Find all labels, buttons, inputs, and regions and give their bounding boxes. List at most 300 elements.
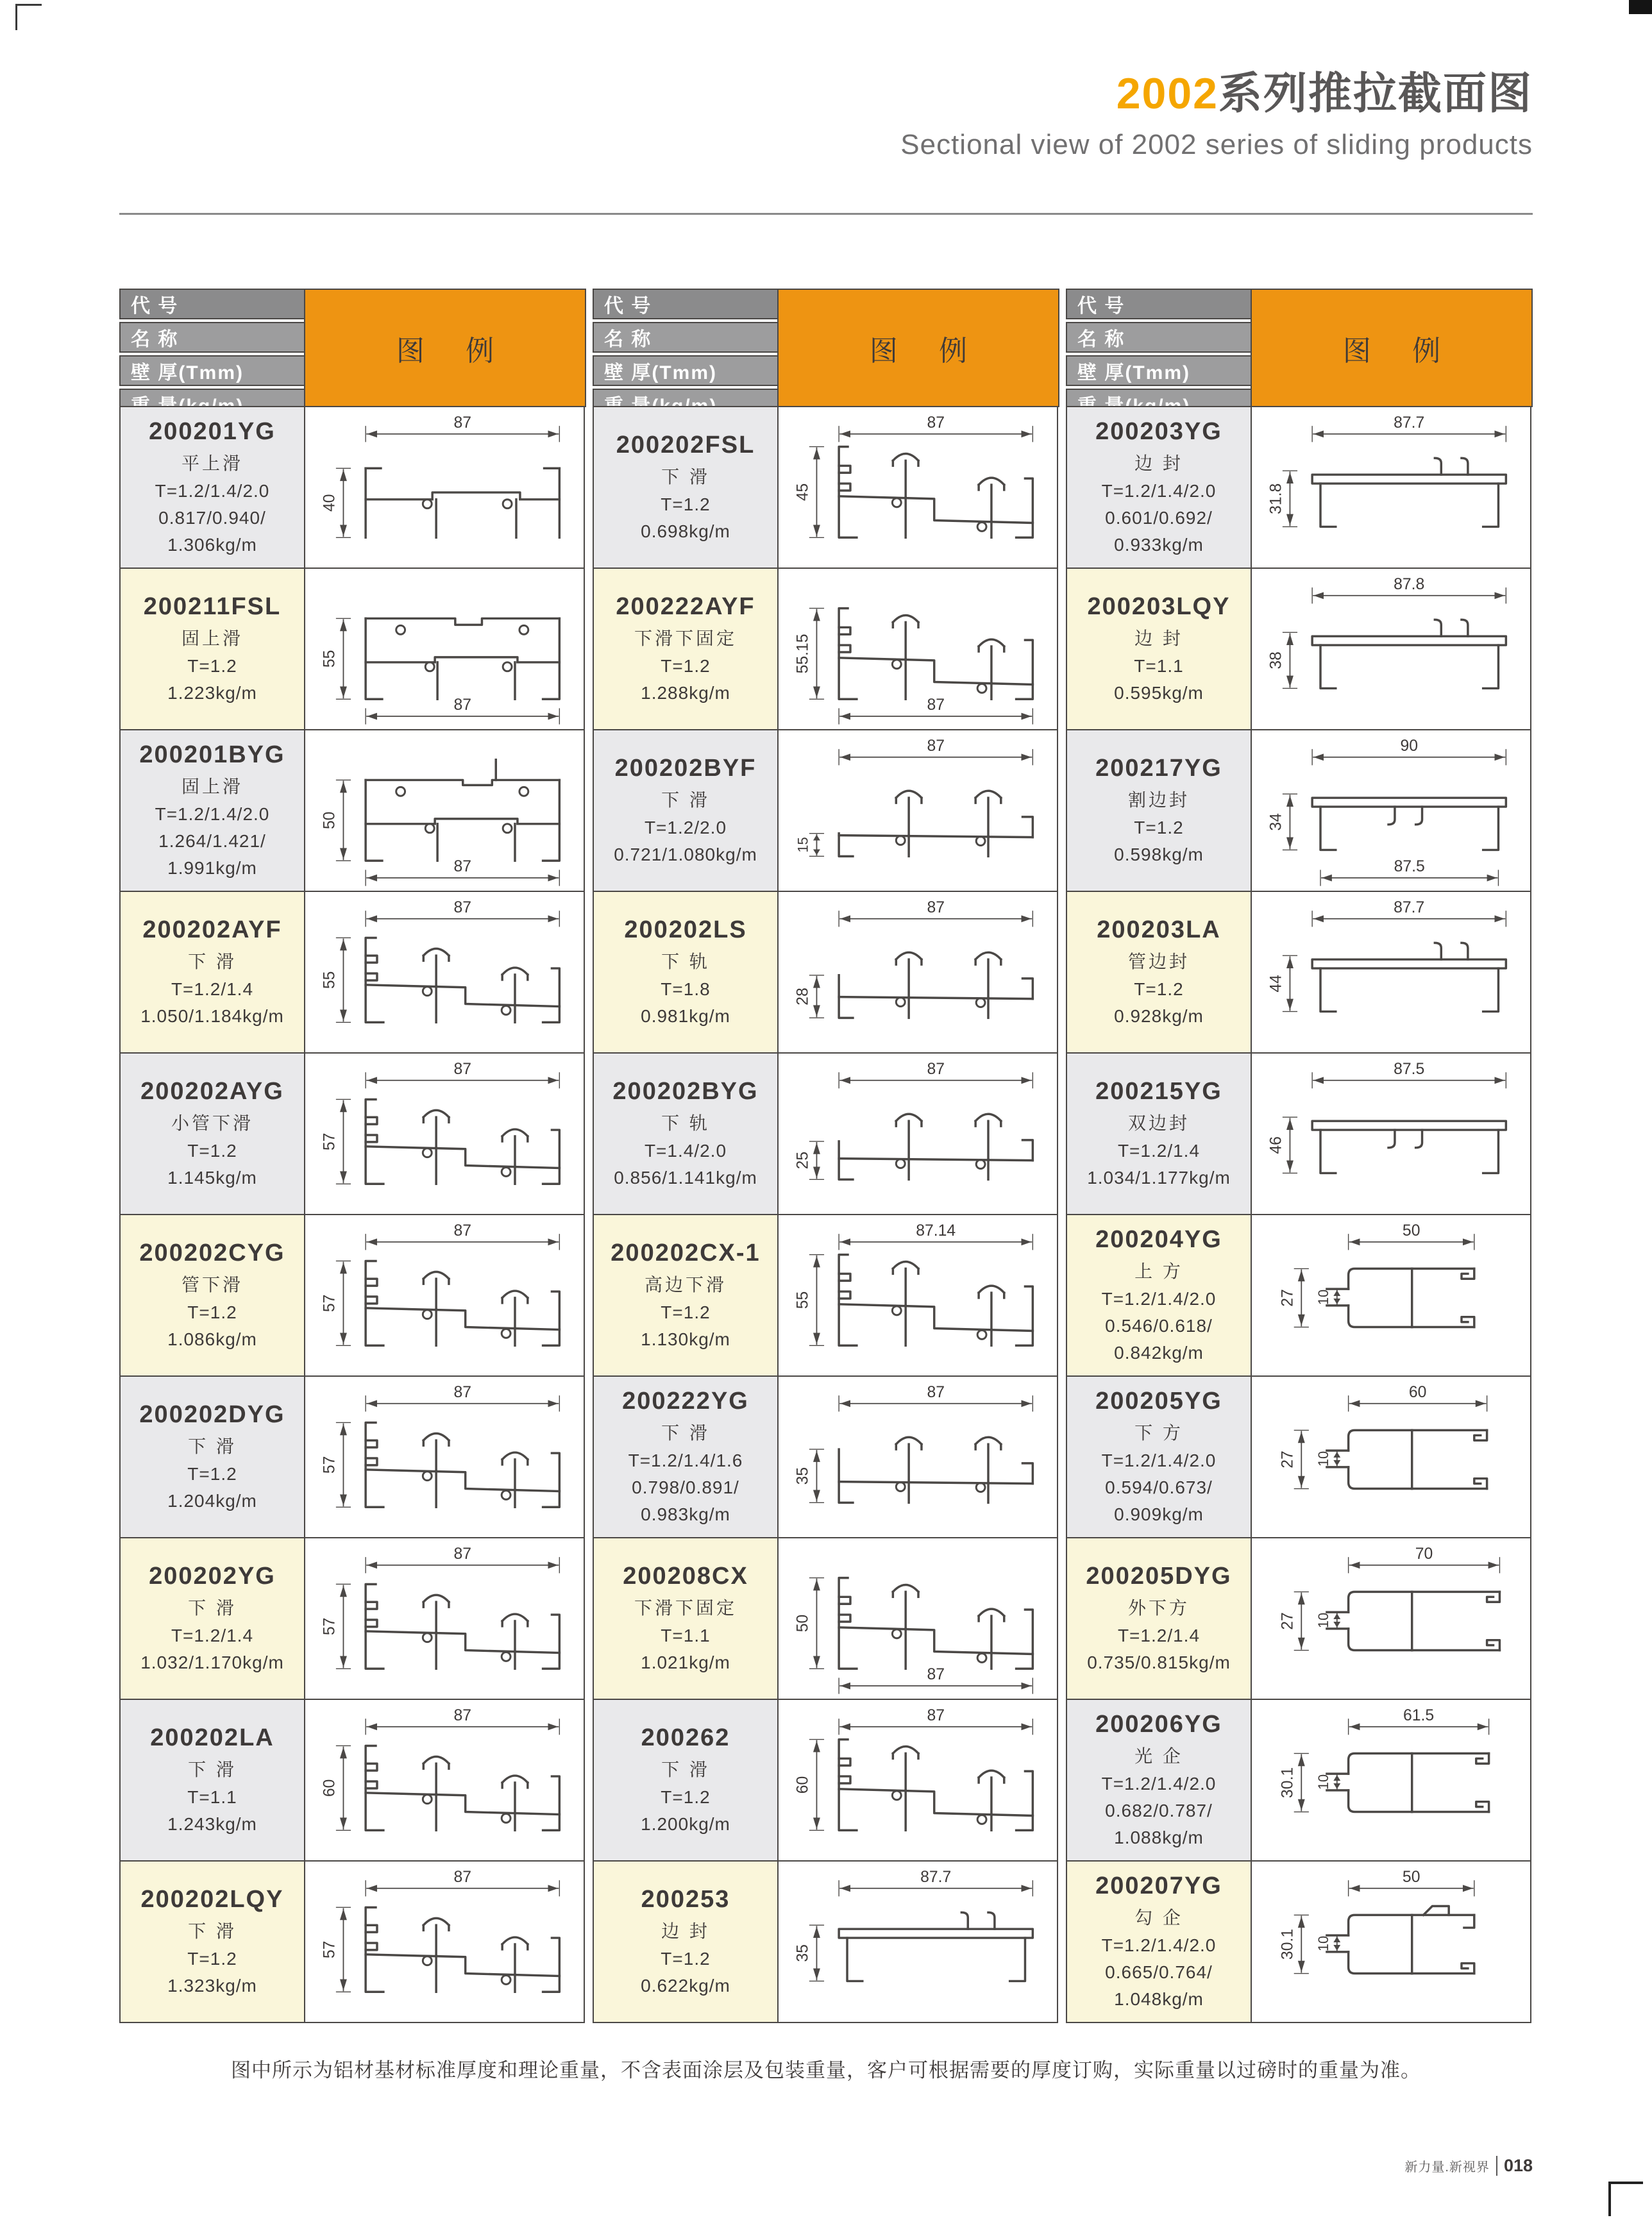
diagram-cell — [777, 1214, 1058, 1377]
title-divider — [119, 213, 1533, 215]
title-series-number: 2002 — [1116, 69, 1218, 118]
diagram-cell — [777, 406, 1058, 569]
diagram-cell — [1251, 1052, 1531, 1215]
svg-text:10: 10 — [1315, 1289, 1331, 1306]
weight-value: 0.983kg/m — [641, 1504, 730, 1524]
weight-value: 1.088kg/m — [1114, 1827, 1204, 1847]
profile-section-drawing — [779, 1700, 1057, 1860]
column-header — [119, 289, 586, 407]
profile-name: 光 企 — [1134, 1745, 1183, 1766]
wall-thickness: T=1.2 — [187, 1948, 237, 1969]
weight-value: 0.928kg/m — [1114, 1005, 1204, 1026]
header-label-bars — [593, 289, 779, 407]
weight-value: 0.909kg/m — [1114, 1504, 1204, 1524]
table-row — [593, 568, 1059, 730]
profile-section-drawing — [1252, 1215, 1530, 1375]
svg-text:45: 45 — [794, 483, 812, 501]
profile-section-drawing — [1252, 1377, 1530, 1537]
profile-name: 边 封 — [1134, 628, 1183, 648]
diagram-cell — [304, 729, 585, 892]
table-column-group-1 — [119, 289, 586, 2023]
profile-code: 200204YG — [1095, 1225, 1222, 1253]
diagram-cell — [1251, 891, 1531, 1054]
svg-text:57: 57 — [321, 1294, 339, 1313]
profile-section-drawing — [305, 730, 584, 891]
svg-text:10: 10 — [1315, 1935, 1331, 1952]
profile-name: 下 滑 — [661, 789, 710, 810]
svg-text:10: 10 — [1315, 1451, 1331, 1467]
profile-info-cell — [119, 1537, 305, 1700]
profile-info-cell — [1066, 568, 1252, 730]
profile-code: 200217YG — [1095, 754, 1222, 782]
svg-text:87: 87 — [453, 1545, 472, 1563]
svg-text:27: 27 — [1279, 1289, 1297, 1307]
weight-value: 1.050/1.184kg/m — [140, 1005, 284, 1026]
svg-text:87: 87 — [927, 898, 945, 916]
crop-mark-top-left-icon — [15, 4, 42, 30]
wall-thickness: T=1.2/1.4/2.0 — [155, 803, 270, 824]
header-label: 代 号 — [593, 289, 779, 319]
profile-section-drawing — [1252, 1700, 1530, 1860]
svg-text:87.7: 87.7 — [920, 1868, 952, 1886]
profile-code: 200222AYF — [616, 593, 755, 620]
profile-section-drawing — [779, 1215, 1057, 1375]
svg-text:10: 10 — [1315, 1612, 1331, 1629]
wall-thickness: T=1.2 — [661, 1948, 711, 1969]
svg-text:70: 70 — [1415, 1545, 1433, 1563]
diagram-cell — [777, 1375, 1058, 1538]
diagram-cell — [1251, 568, 1531, 730]
wall-thickness: T=1.2 — [661, 655, 711, 676]
profile-section-drawing — [779, 1377, 1057, 1537]
svg-text:87: 87 — [927, 696, 945, 714]
profile-info-cell — [593, 1052, 779, 1215]
diagram-cell — [777, 1860, 1058, 2023]
diagram-cell — [304, 1052, 585, 1215]
svg-text:87: 87 — [927, 1706, 945, 1724]
diagram-cell — [1251, 1375, 1531, 1538]
profile-code: 200262 — [641, 1724, 730, 1751]
weight-value: 0.721/1.080kg/m — [614, 844, 757, 864]
profile-name: 平上滑 — [181, 453, 243, 473]
profile-name: 边 封 — [661, 1921, 710, 1941]
profile-info-cell — [593, 406, 779, 569]
header-label: 壁 厚(Tmm) — [119, 355, 305, 386]
svg-text:35: 35 — [794, 1944, 812, 1962]
svg-text:87: 87 — [927, 737, 945, 755]
svg-text:87.14: 87.14 — [916, 1222, 956, 1240]
table-row — [593, 1860, 1059, 2023]
wall-thickness: T=1.2 — [661, 1787, 711, 1807]
title-zh-text: 系列推拉截面图 — [1218, 69, 1533, 118]
profile-info-cell — [1066, 406, 1252, 569]
weight-value: 1.032/1.170kg/m — [140, 1652, 284, 1672]
legend-header: 图 例 — [1251, 289, 1533, 407]
profile-name: 下 轨 — [661, 951, 710, 971]
svg-text:87: 87 — [453, 1383, 472, 1401]
wall-thickness: T=1.2/1.4/2.0 — [1101, 1773, 1217, 1794]
profile-name: 割边封 — [1127, 789, 1190, 810]
weight-value: 0.856/1.141kg/m — [614, 1167, 757, 1188]
legend-header: 图 例 — [304, 289, 586, 407]
page-subtitle: Sectional view of 2002 series of sliding products — [900, 129, 1533, 160]
profile-name: 高边下滑 — [644, 1274, 727, 1295]
table-row — [593, 891, 1059, 1054]
profile-code: 200202DYG — [139, 1400, 285, 1428]
svg-text:60: 60 — [794, 1776, 812, 1794]
svg-text:87.5: 87.5 — [1394, 1060, 1425, 1078]
footer-brand: 新力量.新视界 — [1404, 2160, 1490, 2174]
header-label: 代 号 — [119, 289, 305, 319]
profile-name: 下 滑 — [188, 1436, 237, 1456]
profile-info-cell — [1066, 891, 1252, 1054]
profile-section-drawing — [779, 569, 1057, 729]
profile-info-cell — [1066, 1375, 1252, 1538]
table-row — [119, 729, 586, 892]
weight-value: 0.817/0.940/ — [158, 507, 266, 528]
profile-name: 下 轨 — [661, 1113, 710, 1133]
weight-value: 0.842kg/m — [1114, 1342, 1204, 1363]
profile-section-drawing — [779, 1538, 1057, 1699]
table-row — [1066, 406, 1533, 569]
diagram-cell — [304, 1375, 585, 1538]
svg-text:25: 25 — [794, 1151, 812, 1170]
diagram-cell — [304, 568, 585, 730]
profile-section-drawing — [1252, 1054, 1530, 1214]
table-row — [1066, 1699, 1533, 1862]
profile-info-cell — [119, 1860, 305, 2023]
profile-section-drawing — [779, 1054, 1057, 1214]
profile-code: 200253 — [641, 1885, 730, 1913]
profile-info-cell — [119, 568, 305, 730]
svg-text:87: 87 — [453, 1706, 472, 1724]
diagram-cell — [1251, 1860, 1531, 2023]
profile-name: 外下方 — [1127, 1597, 1190, 1618]
profile-code: 200215YG — [1095, 1077, 1222, 1105]
profile-section-drawing — [1252, 1538, 1530, 1699]
diagram-cell — [304, 1860, 585, 2023]
profile-name: 下 滑 — [661, 466, 710, 487]
table-row — [119, 1699, 586, 1862]
svg-text:34: 34 — [1267, 813, 1285, 831]
diagram-cell — [1251, 729, 1531, 892]
diagram-cell — [304, 1537, 585, 1700]
profile-code: 200202CYG — [139, 1239, 285, 1266]
profile-info-cell — [119, 891, 305, 1054]
profile-code: 200211FSL — [143, 593, 282, 620]
diagram-cell — [304, 406, 585, 569]
profile-info-cell — [1066, 1214, 1252, 1377]
profile-code: 200202BYG — [612, 1077, 759, 1105]
column-header — [1066, 289, 1533, 407]
header-label: 名 称 — [1066, 322, 1252, 353]
profile-code: 200202LS — [624, 916, 747, 943]
profile-info-cell — [119, 1375, 305, 1538]
profile-info-cell — [119, 1214, 305, 1377]
table-row — [593, 1375, 1059, 1538]
profile-name: 下 滑 — [188, 1597, 237, 1618]
table-row — [593, 729, 1059, 892]
diagram-cell — [777, 891, 1058, 1054]
profile-name: 下 方 — [1134, 1422, 1183, 1443]
table-row — [1066, 1052, 1533, 1215]
table-row — [1066, 729, 1533, 892]
weight-value: 1.130kg/m — [641, 1329, 730, 1349]
svg-text:50: 50 — [1402, 1222, 1420, 1240]
profile-code: 200201BYG — [139, 741, 285, 768]
wall-thickness: T=1.2/1.4 — [171, 979, 254, 999]
profile-section-drawing — [305, 1538, 584, 1699]
profile-name: 管下滑 — [181, 1274, 243, 1295]
wall-thickness: T=1.2/1.4 — [171, 1625, 254, 1645]
wall-thickness: T=1.2 — [187, 1302, 237, 1322]
wall-thickness: T=1.4/2.0 — [644, 1140, 727, 1161]
weight-value: 1.200kg/m — [641, 1813, 730, 1834]
weight-value: 1.306kg/m — [167, 534, 257, 555]
profile-code: 200202FSL — [616, 431, 755, 458]
profile-info-cell — [119, 406, 305, 569]
profile-info-cell — [1066, 1699, 1252, 1862]
profile-code: 200202CX-1 — [611, 1239, 761, 1266]
weight-value: 1.086kg/m — [167, 1329, 257, 1349]
svg-text:27: 27 — [1279, 1612, 1297, 1630]
svg-text:87: 87 — [927, 414, 945, 432]
wall-thickness: T=1.2/1.4/2.0 — [1101, 1288, 1217, 1309]
svg-text:55: 55 — [794, 1291, 812, 1309]
profile-section-drawing — [305, 1700, 584, 1860]
profile-code: 200202LQY — [140, 1885, 284, 1913]
profile-info-cell — [593, 1214, 779, 1377]
profile-section-drawing — [1252, 892, 1530, 1052]
svg-text:87: 87 — [453, 1222, 472, 1240]
diagram-cell — [1251, 406, 1531, 569]
header-label: 名 称 — [593, 322, 779, 353]
header-label: 代 号 — [1066, 289, 1252, 319]
profile-code: 200205DYG — [1086, 1562, 1232, 1590]
profile-name: 下 滑 — [661, 1422, 710, 1443]
diagram-cell — [777, 568, 1058, 730]
header-label-bars — [119, 289, 305, 407]
weight-value: 1.288kg/m — [641, 682, 730, 703]
profile-code: 200208CX — [623, 1562, 748, 1590]
weight-value: 0.798/0.891/ — [632, 1477, 739, 1497]
profile-section-drawing — [1252, 1862, 1530, 2022]
weight-value: 1.991kg/m — [167, 857, 257, 878]
table-row — [1066, 891, 1533, 1054]
wall-thickness: T=1.1 — [187, 1787, 237, 1807]
profile-name: 下 滑 — [188, 951, 237, 971]
profile-name: 勾 企 — [1134, 1907, 1183, 1928]
profile-section-drawing — [305, 407, 584, 568]
diagram-cell — [777, 729, 1058, 892]
svg-text:50: 50 — [1402, 1868, 1420, 1886]
profile-code: 200202AYF — [142, 916, 282, 943]
table-row — [593, 1537, 1059, 1700]
profile-code: 200203YG — [1095, 417, 1222, 445]
svg-text:57: 57 — [321, 1456, 339, 1474]
svg-text:61.5: 61.5 — [1403, 1706, 1435, 1724]
svg-text:87.7: 87.7 — [1394, 414, 1425, 432]
table-row — [119, 891, 586, 1054]
profile-code: 200207YG — [1095, 1872, 1222, 1899]
table-row — [1066, 1860, 1533, 2023]
profile-info-cell — [593, 568, 779, 730]
profile-section-drawing — [305, 892, 584, 1052]
profile-code: 200206YG — [1095, 1710, 1222, 1738]
profile-name: 下滑下固定 — [634, 1597, 737, 1618]
header-label: 壁 厚(Tmm) — [1066, 355, 1252, 386]
svg-text:50: 50 — [321, 811, 339, 830]
weight-value: 0.981kg/m — [641, 1005, 730, 1026]
page-footer-mark — [1404, 2156, 1533, 2176]
column-header — [593, 289, 1059, 407]
profile-section-drawing — [305, 1215, 584, 1375]
wall-thickness: T=1.2 — [1134, 817, 1184, 837]
profile-code: 200202YG — [149, 1562, 276, 1590]
weight-value: 1.243kg/m — [167, 1813, 257, 1834]
crop-mark-top-right-icon — [1629, 0, 1652, 14]
svg-text:87: 87 — [453, 1060, 472, 1078]
table-row — [593, 406, 1059, 569]
profile-section-drawing — [1252, 569, 1530, 729]
weight-value: 1.021kg/m — [641, 1652, 730, 1672]
wall-thickness: T=1.1 — [1134, 655, 1184, 676]
profile-name: 下 滑 — [661, 1759, 710, 1779]
wall-thickness: T=1.1 — [661, 1625, 711, 1645]
wall-thickness: T=1.2/1.4/1.6 — [628, 1450, 743, 1470]
profile-info-cell — [119, 729, 305, 892]
profile-code: 200202LA — [150, 1724, 274, 1751]
weight-value: 1.223kg/m — [167, 682, 257, 703]
page-title — [900, 59, 1533, 121]
profile-code: 200201YG — [149, 417, 276, 445]
weight-value: 1.264/1.421/ — [158, 830, 266, 851]
crop-mark-bottom-right-icon — [1608, 2182, 1643, 2216]
svg-text:87.8: 87.8 — [1394, 575, 1425, 593]
profile-section-drawing — [779, 892, 1057, 1052]
table-row — [119, 1537, 586, 1700]
profile-info-cell — [1066, 1537, 1252, 1700]
wall-thickness: T=1.2 — [187, 1463, 237, 1484]
svg-text:44: 44 — [1267, 975, 1285, 993]
profile-info-cell — [1066, 1052, 1252, 1215]
diagram-cell — [1251, 1214, 1531, 1377]
svg-text:35: 35 — [794, 1467, 812, 1485]
profile-info-cell — [1066, 1860, 1252, 2023]
svg-text:55.15: 55.15 — [794, 634, 812, 674]
svg-text:60: 60 — [321, 1779, 339, 1797]
diagram-cell — [1251, 1537, 1531, 1700]
svg-text:28: 28 — [794, 988, 812, 1005]
table-column-group-3 — [1066, 289, 1533, 2023]
svg-text:90: 90 — [1400, 737, 1419, 755]
diagram-cell — [1251, 1699, 1531, 1862]
wall-thickness: T=1.2 — [1134, 979, 1184, 999]
profile-info-cell — [593, 891, 779, 1054]
table-row — [1066, 1537, 1533, 1700]
profile-name: 下 滑 — [188, 1921, 237, 1941]
svg-text:27: 27 — [1279, 1451, 1297, 1468]
svg-text:87: 87 — [453, 1868, 472, 1886]
svg-text:15: 15 — [795, 837, 811, 853]
table-row — [119, 1214, 586, 1377]
wall-thickness: T=1.2 — [661, 494, 711, 514]
diagram-cell — [304, 1699, 585, 1862]
profile-code: 200203LQY — [1087, 593, 1231, 620]
wall-thickness: T=1.2/1.4/2.0 — [1101, 1450, 1217, 1470]
profile-code: 200222YG — [622, 1387, 749, 1415]
weight-value: 1.048kg/m — [1114, 1989, 1204, 2009]
wall-thickness: T=1.2 — [187, 1140, 237, 1161]
svg-text:60: 60 — [1408, 1383, 1427, 1401]
profile-name: 边 封 — [1134, 453, 1183, 473]
table-row — [593, 1214, 1059, 1377]
table-row — [119, 406, 586, 569]
svg-text:87: 87 — [453, 414, 472, 432]
weight-value: 0.622kg/m — [641, 1975, 730, 1996]
weight-value: 0.698kg/m — [641, 521, 730, 541]
profile-name: 小管下滑 — [171, 1113, 253, 1133]
wall-thickness: T=1.2/1.4/2.0 — [1101, 1935, 1217, 1955]
profile-name: 下滑下固定 — [634, 628, 737, 648]
weight-value: 0.665/0.764/ — [1105, 1962, 1213, 1982]
svg-text:87: 87 — [927, 1060, 945, 1078]
svg-text:87: 87 — [927, 1383, 945, 1401]
wall-thickness: T=1.2/1.4 — [1117, 1625, 1201, 1645]
svg-text:87: 87 — [453, 696, 472, 714]
diagram-cell — [777, 1537, 1058, 1700]
profile-name: 管边封 — [1127, 951, 1190, 971]
profile-name: 固上滑 — [181, 776, 243, 796]
profile-info-cell — [593, 729, 779, 892]
table-row — [1066, 1375, 1533, 1538]
profile-code: 200203LA — [1097, 916, 1221, 943]
svg-text:87.5: 87.5 — [1394, 858, 1425, 876]
table-row — [593, 1052, 1059, 1215]
page-number: 018 — [1496, 2156, 1533, 2176]
table-row — [119, 568, 586, 730]
svg-text:30.1: 30.1 — [1279, 1928, 1297, 1960]
svg-text:10: 10 — [1315, 1774, 1331, 1790]
profile-name: 上 方 — [1134, 1261, 1183, 1281]
profile-section-drawing — [1252, 730, 1530, 891]
svg-text:55: 55 — [321, 971, 339, 989]
weight-value: 1.204kg/m — [167, 1490, 257, 1511]
profile-info-cell — [593, 1860, 779, 2023]
diagram-cell — [304, 891, 585, 1054]
profile-info-cell — [1066, 729, 1252, 892]
profile-section-drawing — [305, 1862, 584, 2022]
profile-section-drawing — [305, 1054, 584, 1214]
profile-section-drawing — [305, 1377, 584, 1537]
footer-note: 图中所示为铝材基材标准厚度和理论重量，不含表面涂层及包装重量，客户可根据需要的厚度订购，实际重量以过磅时的重量为准。 — [231, 2059, 1421, 2081]
header-label-bars — [1066, 289, 1252, 407]
profile-code: 200202BYF — [614, 754, 757, 782]
table-row — [1066, 1214, 1533, 1377]
wall-thickness: T=1.2/2.0 — [644, 817, 727, 837]
svg-text:31.8: 31.8 — [1267, 483, 1285, 514]
profile-info-cell — [119, 1052, 305, 1215]
svg-text:50: 50 — [794, 1614, 812, 1633]
svg-text:57: 57 — [321, 1132, 339, 1151]
svg-text:55: 55 — [321, 650, 339, 668]
diagram-cell — [777, 1699, 1058, 1862]
diagram-cell — [304, 1214, 585, 1377]
weight-value: 0.594/0.673/ — [1105, 1477, 1213, 1497]
profile-name: 下 滑 — [188, 1759, 237, 1779]
weight-value: 0.682/0.787/ — [1105, 1800, 1213, 1821]
profile-table — [119, 289, 1533, 2023]
